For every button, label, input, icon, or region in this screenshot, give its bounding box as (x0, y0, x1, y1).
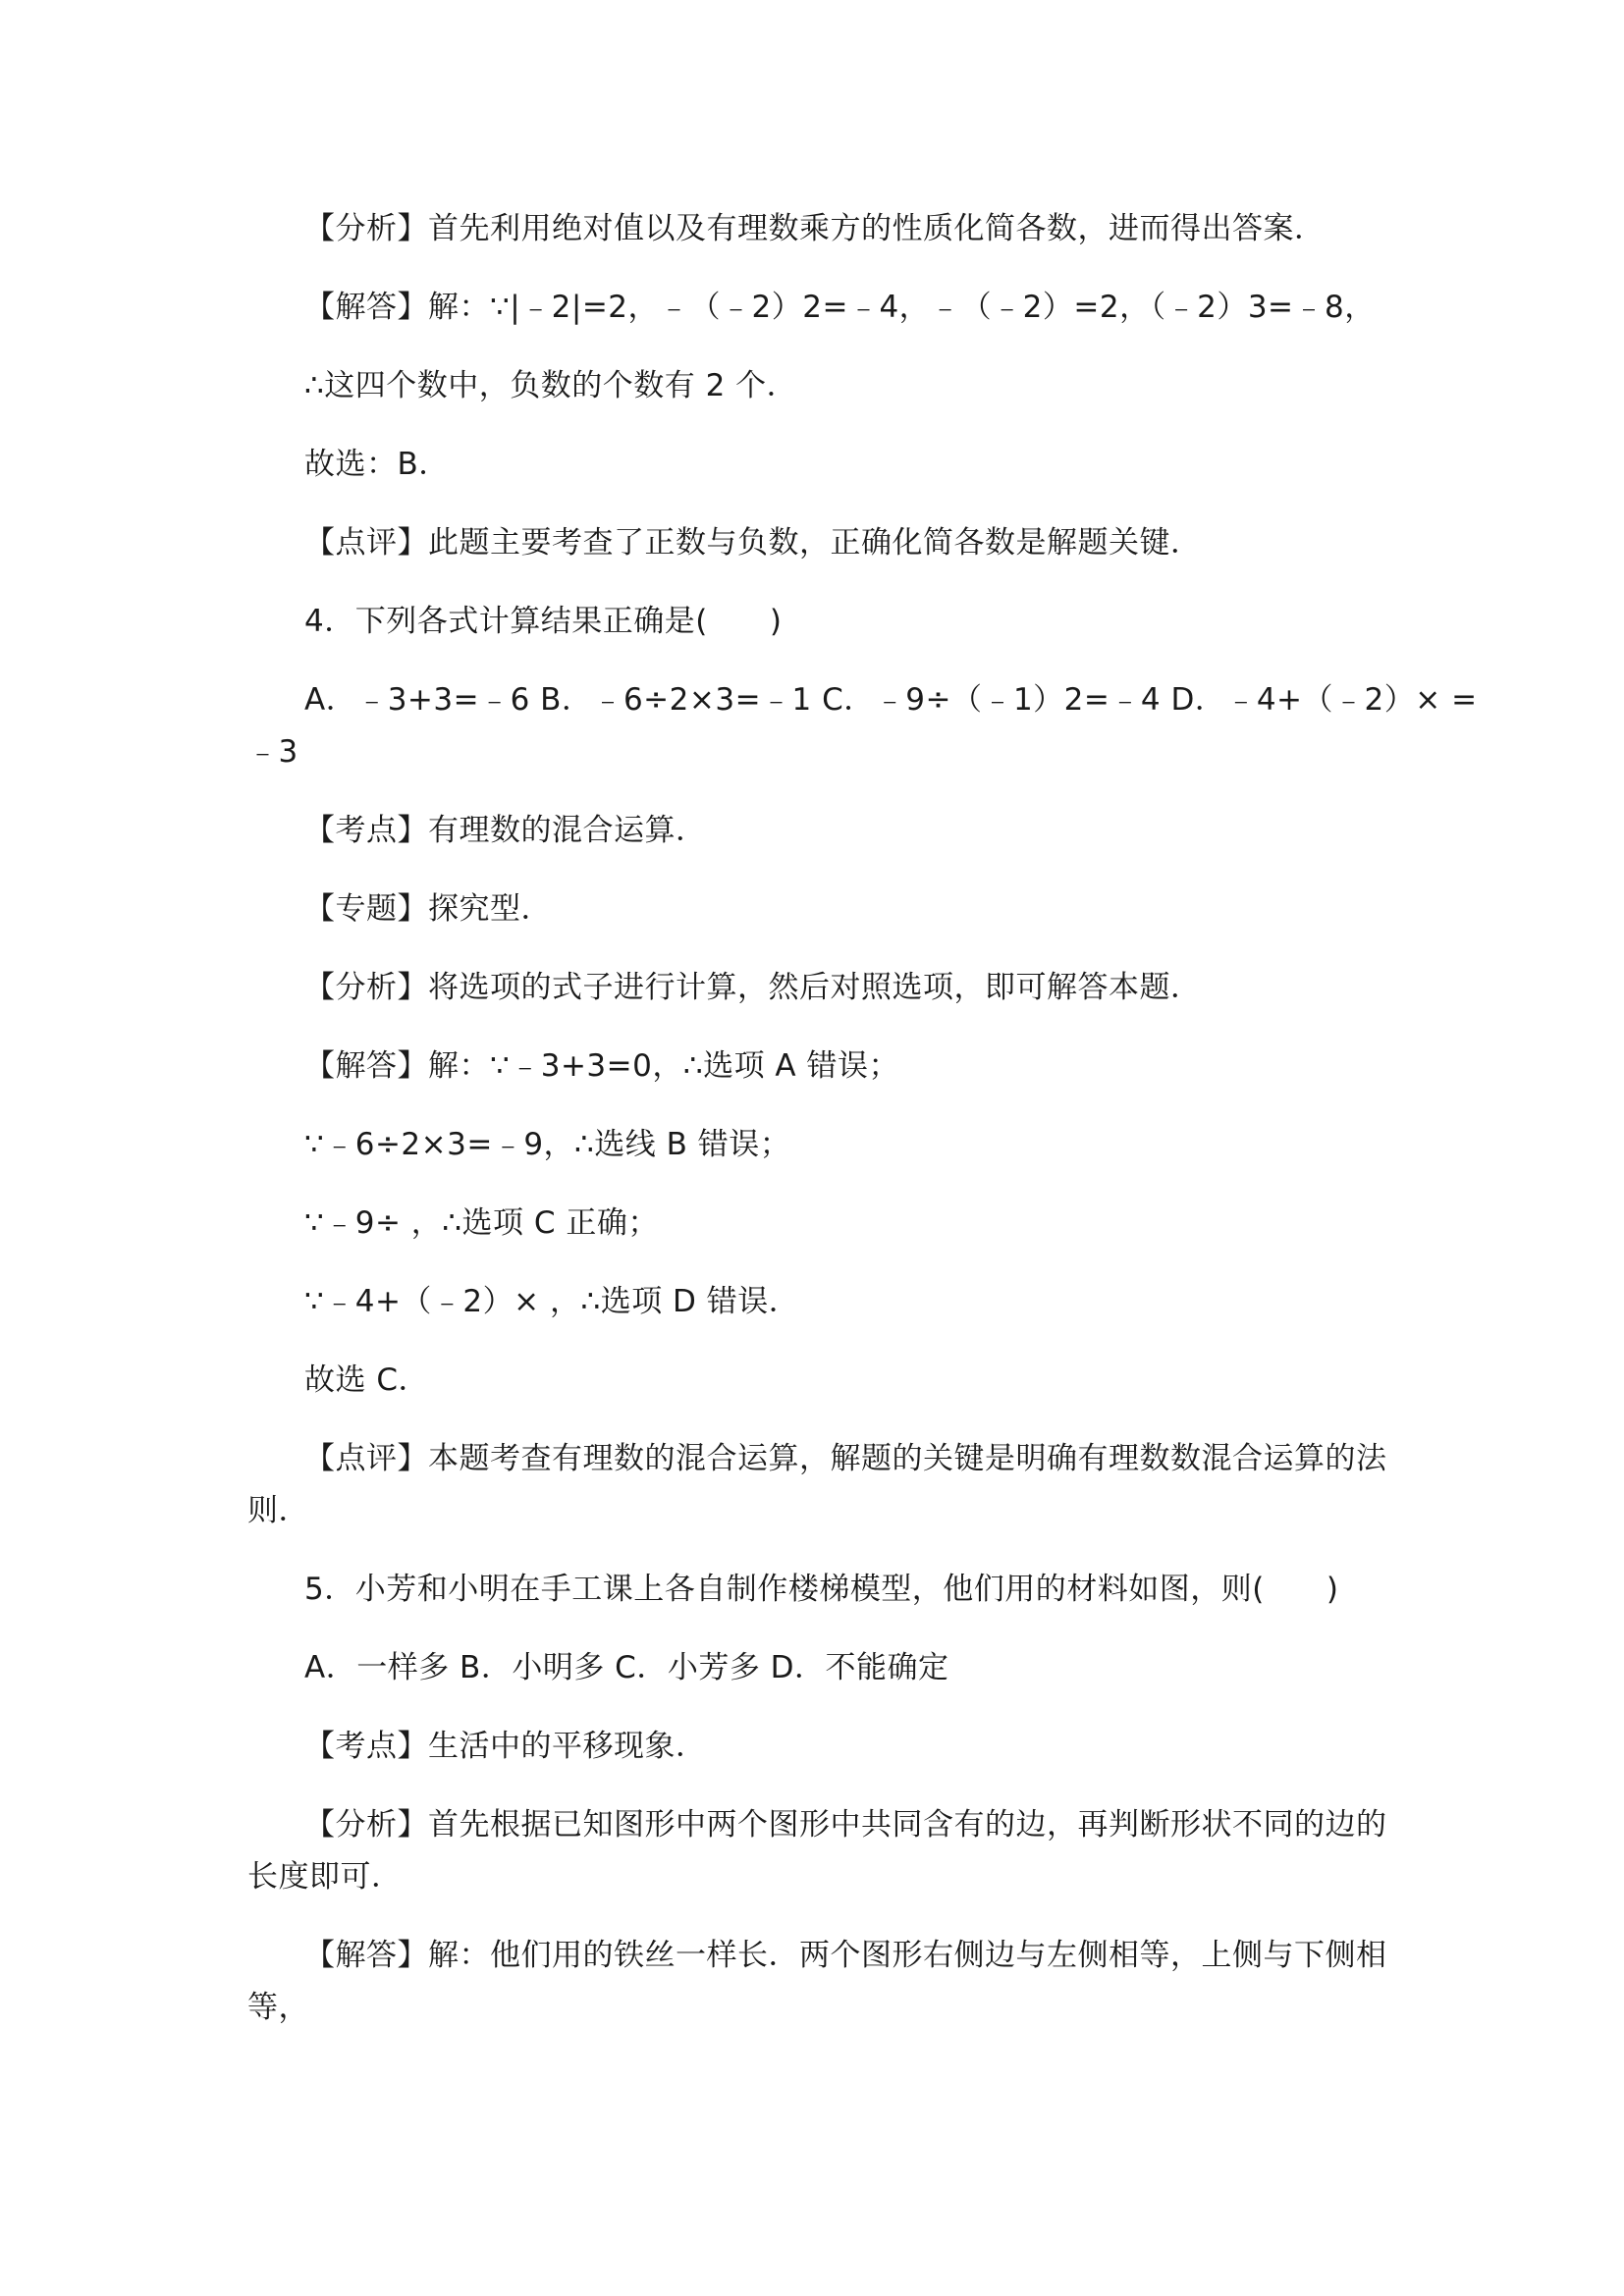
answer-line-q5-cont: 等， (247, 1990, 309, 2025)
answer-line-q5: 【解答】解：他们用的铁丝一样长．两个图形右侧边与左侧相等，上侧与下侧相 (304, 1938, 1387, 1973)
question-5-title: 5．小芳和小明在手工课上各自制作楼梯模型，他们用的材料如图，则( ) (304, 1572, 1339, 1607)
knowledge-point-q5: 【考点】生活中的平移现象． (304, 1729, 707, 1764)
answer-line-q4-d: ∵﹣4+（﹣2）× ，∴选项 D 错误． (304, 1284, 800, 1319)
analysis-line-q5-cont: 长度即可． (247, 1859, 403, 1895)
choice-line-q3: 故选：B． (304, 447, 450, 482)
question-4-options-cont: ﹣3 (247, 734, 298, 770)
analysis-line-q4: 【分析】将选项的式子进行计算，然后对照选项，即可解答本题． (304, 970, 1202, 1005)
analysis-line-q5: 【分析】首先根据已知图形中两个图形中共同含有的边，再判断形状不同的边的 (304, 1807, 1387, 1842)
answer-line-q4-b: ∵﹣6÷2×3=﹣9，∴选线 B 错误； (304, 1127, 791, 1162)
choice-line-q4: 故选 C． (304, 1362, 429, 1398)
question-5-options: A．一样多 B．小明多 C．小芳多 D．不能确定 (304, 1650, 949, 1685)
answer-line-q3: 【解答】解：∵|﹣2|=2，﹣（﹣2）2=﹣4，﹣（﹣2）=2，（﹣2）3=﹣8， (304, 290, 1376, 325)
topic-q4: 【专题】探究型． (304, 891, 552, 927)
comment-line-q3: 【点评】此题主要考查了正数与负数，正确化简各数是解题关键． (304, 525, 1202, 561)
answer-conclusion-q3: ∴这四个数中，负数的个数有 2 个． (304, 368, 798, 403)
analysis-line-q3: 【分析】首先利用绝对值以及有理数乘方的性质化简各数，进而得出答案． (304, 211, 1326, 246)
question-4-options: A．﹣3+3=﹣6 B．﹣6÷2×3=﹣1 C．﹣9÷（﹣1）2=﹣4 D．﹣4+（﹣2）× = (304, 682, 1478, 718)
knowledge-point-q4: 【考点】有理数的混合运算． (304, 813, 707, 848)
comment-line-q4-cont: 则． (247, 1493, 309, 1528)
answer-line-q4-c: ∵﹣9÷ ，∴选项 C 正确； (304, 1205, 659, 1241)
question-4-title: 4．下列各式计算结果正确是( ) (304, 604, 783, 639)
comment-line-q4: 【点评】本题考查有理数的混合运算，解题的关键是明确有理数数混合运算的法 (304, 1441, 1387, 1476)
answer-line-q4-a: 【解答】解：∵﹣3+3=0，∴选项 A 错误； (304, 1048, 899, 1084)
